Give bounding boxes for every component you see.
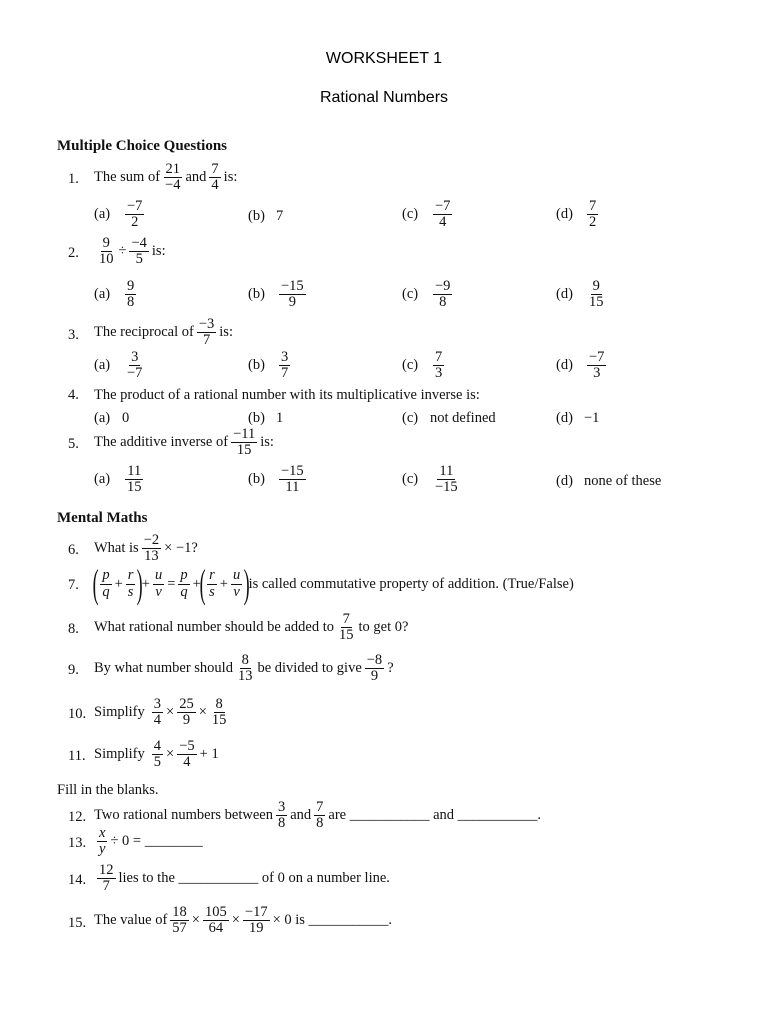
numerator: 3 [281, 349, 289, 365]
numerator: 8 [215, 696, 223, 712]
question-4-number: 4. [68, 387, 79, 403]
question-2-option-d[interactable] [556, 279, 609, 310]
question-3-text [94, 317, 233, 348]
numerator: −7 [589, 349, 605, 365]
question-1-post: is: [223, 169, 238, 186]
question-2-number: 2. [68, 245, 79, 261]
option-fraction [433, 199, 452, 230]
right-paren: ) [243, 561, 250, 606]
question-1-option-b[interactable] [248, 208, 283, 225]
question-4-text: The product of a rational number with its multiplicative inverse is: [94, 387, 480, 403]
denominator: q [180, 583, 188, 600]
equals-sign: = [167, 575, 176, 592]
question-3-option-d[interactable] [556, 350, 609, 381]
numerator: 8 [241, 652, 249, 668]
denominator: 4 [183, 754, 191, 771]
option-label: (c) [402, 357, 419, 374]
question-14-post[interactable]: lies to the ___________ of 0 on a number line. [118, 870, 390, 887]
option-label: (d) [556, 286, 573, 303]
denominator: −4 [165, 177, 181, 194]
fraction-p-q [178, 568, 189, 599]
question-7-post: is called commutative property of addition. (True/False) [248, 575, 574, 592]
denominator: 7 [102, 878, 110, 895]
question-13-number: 13. [68, 835, 87, 851]
denominator: 4 [439, 214, 447, 231]
worksheet-subtitle: Rational Numbers [319, 89, 449, 106]
denominator: 9 [182, 712, 191, 729]
denominator: 8 [439, 294, 447, 311]
numerator: 7 [211, 161, 219, 177]
question-15-fraction-a [170, 905, 189, 936]
plus-sign: + [192, 575, 201, 592]
option-fraction [279, 279, 306, 310]
numerator: 9 [127, 278, 135, 294]
denominator: 15 [211, 712, 227, 729]
left-paren: ( [92, 561, 99, 606]
option-label: (c) [402, 206, 419, 223]
numerator: 21 [165, 161, 181, 177]
numerator: −15 [281, 463, 304, 479]
question-4-option-a[interactable] [94, 410, 129, 427]
question-3-option-c[interactable] [402, 350, 447, 381]
question-5-option-b[interactable] [248, 464, 309, 495]
option-fraction [125, 350, 144, 381]
option-fraction [279, 350, 290, 381]
option-fraction [279, 464, 306, 495]
question-10-fraction-c [210, 697, 229, 728]
question-9-text [94, 653, 394, 684]
fraction-u-v [231, 568, 242, 599]
numerator: −9 [435, 278, 451, 294]
option-label: (a) [94, 286, 111, 303]
numerator: r [209, 567, 215, 584]
option-fraction [433, 279, 452, 310]
question-7-number: 7. [68, 577, 79, 593]
option-label: (b) [248, 286, 265, 303]
question-13-post[interactable]: ÷ 0 = ________ [110, 833, 203, 850]
question-3-pre: The reciprocal of [94, 324, 194, 341]
option-label: (a) [94, 410, 111, 426]
option-label: (a) [94, 357, 111, 374]
denominator: 10 [99, 251, 114, 268]
question-11-fraction-b [177, 739, 196, 770]
denominator: 9 [288, 294, 296, 311]
denominator: 19 [249, 920, 264, 937]
question-12-pre: Two rational numbers between [94, 807, 273, 824]
option-label: (c) [402, 471, 419, 488]
numerator: −5 [179, 738, 195, 754]
question-11-fraction-a [152, 739, 163, 770]
denominator: 7 [202, 332, 211, 349]
question-5-text [94, 427, 274, 458]
denominator: 9 [370, 668, 379, 685]
section-mcq-heading: Multiple Choice Questions [57, 138, 228, 154]
option-label: (b) [248, 410, 265, 426]
numerator: −7 [435, 198, 451, 214]
question-1-fraction-a [163, 162, 182, 193]
denominator: 2 [589, 214, 597, 231]
question-5-number: 5. [68, 436, 79, 452]
option-label: (a) [94, 471, 111, 488]
denominator: 57 [172, 920, 187, 937]
numerator: −17 [244, 904, 268, 920]
question-6-fraction [142, 533, 161, 564]
denominator: 64 [208, 920, 224, 937]
denominator: 5 [135, 251, 143, 268]
numerator: 105 [204, 904, 227, 920]
question-13-text [94, 826, 203, 857]
numerator: 7 [589, 198, 597, 214]
option-fraction [433, 350, 444, 381]
plus-sign: + [141, 575, 150, 592]
question-5-option-d[interactable] [556, 473, 661, 490]
question-2-post: is: [151, 243, 166, 260]
question-14-fraction [97, 863, 116, 894]
times-sign: × [191, 912, 200, 929]
denominator: 13 [237, 668, 253, 685]
times-sign: × [166, 746, 175, 763]
numerator: 3 [277, 799, 286, 815]
option-value: 0 [122, 410, 130, 426]
question-2-fraction-b [129, 236, 148, 267]
right-paren: ) [137, 561, 144, 606]
numerator: 7 [342, 611, 350, 627]
question-10-number: 10. [68, 706, 87, 722]
numerator: 11 [127, 463, 142, 479]
numerator: 12 [99, 862, 114, 878]
question-1-pre: The sum of [94, 169, 161, 186]
option-fraction [433, 464, 460, 495]
question-14-number: 14. [68, 872, 87, 888]
question-3-option-b[interactable] [248, 350, 293, 381]
denominator: q [102, 583, 110, 600]
question-12-fraction-a [276, 800, 287, 831]
numerator: p [180, 567, 188, 584]
denominator: −15 [435, 479, 458, 496]
question-12-mid: and [290, 807, 312, 824]
option-label: (a) [94, 206, 111, 223]
option-label: (d) [556, 357, 573, 374]
question-5-option-a[interactable] [94, 464, 147, 495]
denominator: s [127, 583, 134, 600]
question-3-option-a[interactable] [94, 350, 147, 381]
question-6-text [94, 533, 198, 564]
denominator: 3 [593, 365, 601, 382]
question-5-option-c[interactable] [402, 464, 463, 495]
question-15-pre: The value of [94, 912, 168, 929]
question-1-fraction-b [209, 162, 220, 193]
numerator: −3 [198, 316, 215, 332]
times-sign: × [166, 704, 175, 721]
numerator: 18 [172, 904, 187, 920]
question-5-fraction [231, 427, 257, 458]
fraction-u-v [153, 568, 164, 599]
question-10-fraction-b [177, 697, 196, 728]
numerator: u [154, 567, 163, 584]
question-15-post[interactable]: × 0 is ___________. [272, 912, 392, 929]
numerator: 7 [435, 349, 443, 365]
numerator: −4 [131, 235, 147, 251]
question-8-pre: What rational number should be added to [94, 619, 334, 636]
option-fraction [587, 279, 606, 310]
option-value: 7 [276, 208, 284, 224]
question-10-text [94, 697, 231, 728]
question-5-pre: The additive inverse of [94, 434, 229, 451]
option-fraction [587, 199, 598, 230]
question-2-fraction-a [97, 236, 116, 267]
numerator: 11 [439, 463, 454, 479]
question-9-pre: By what number should [94, 660, 233, 677]
numerator: 9 [102, 235, 110, 251]
question-2-text [94, 236, 166, 267]
question-12-fraction-b [314, 800, 325, 831]
numerator: 9 [592, 278, 600, 294]
question-14-text [94, 863, 390, 894]
numerator: 7 [316, 799, 324, 815]
denominator: −7 [127, 365, 143, 382]
question-8-fraction [337, 612, 356, 643]
question-8-post: to get 0? [358, 619, 409, 636]
times-sign: × [231, 912, 240, 929]
question-6-post: × −1? [164, 540, 198, 557]
option-label: (b) [248, 471, 265, 488]
question-3-post: is: [219, 324, 233, 341]
question-8-text [94, 612, 408, 643]
question-9-number: 9. [68, 662, 79, 678]
numerator: p [102, 567, 110, 584]
denominator: 8 [316, 815, 324, 832]
question-1-mid: and [185, 169, 207, 186]
denominator: 4 [153, 712, 162, 729]
denominator: 13 [144, 548, 159, 565]
option-value: none of these [584, 473, 662, 489]
numerator: 25 [179, 696, 194, 712]
denominator: 15 [127, 479, 142, 496]
section-fill-heading: Fill in the blanks. [57, 782, 159, 798]
denominator: 7 [281, 365, 289, 382]
question-15-number: 15. [68, 915, 87, 931]
question-12-number: 12. [68, 809, 87, 825]
question-5-post: is: [260, 434, 274, 451]
left-paren: ( [199, 561, 206, 606]
numerator: −8 [366, 652, 383, 668]
question-1-option-c[interactable] [402, 199, 455, 230]
numerator: −7 [127, 198, 143, 214]
question-11-number: 11. [68, 748, 86, 764]
option-value: 1 [276, 410, 284, 426]
question-9-mid: be divided to give [257, 660, 362, 677]
question-13-fraction [97, 826, 107, 857]
question-3-fraction [197, 317, 216, 348]
question-7-expression [92, 561, 574, 606]
question-4-option-c[interactable] [402, 410, 496, 427]
numerator: −2 [143, 532, 160, 548]
question-15-text [94, 905, 392, 936]
question-6-pre: What is [94, 540, 139, 557]
question-1-number: 1. [68, 171, 79, 187]
option-label: (c) [402, 410, 419, 426]
question-2-option-c[interactable] [402, 279, 455, 310]
denominator: y [99, 841, 106, 858]
question-11-text [94, 739, 219, 770]
question-4-option-b[interactable] [248, 410, 283, 427]
fraction-r-s [126, 568, 136, 599]
numerator: 3 [131, 349, 139, 365]
option-value: −1 [584, 410, 600, 426]
section-mental-heading: Mental Maths [57, 510, 148, 526]
option-fraction [587, 350, 606, 381]
denominator: s [209, 583, 215, 600]
denominator: 4 [211, 177, 219, 194]
denominator: 5 [153, 754, 162, 771]
question-9-post: ? [387, 660, 394, 677]
numerator: 3 [153, 696, 162, 712]
denominator: 2 [131, 214, 139, 231]
question-9-fraction-b [365, 653, 384, 684]
denominator: 15 [589, 294, 604, 311]
numerator: 4 [153, 738, 162, 754]
numerator: −15 [281, 278, 304, 294]
question-8-number: 8. [68, 621, 79, 637]
option-value: not defined [430, 410, 496, 426]
option-label: (d) [556, 473, 573, 489]
question-2-option-b[interactable] [248, 279, 309, 310]
denominator: 3 [435, 365, 443, 382]
question-10-pre: Simplify [94, 704, 145, 721]
denominator: v [233, 583, 240, 600]
question-4-option-d[interactable] [556, 410, 599, 427]
question-2-option-a[interactable] [94, 279, 139, 310]
question-3-number: 3. [68, 327, 79, 343]
denominator: 15 [339, 627, 354, 644]
question-11-pre: Simplify [94, 746, 145, 763]
option-label: (d) [556, 206, 573, 223]
option-label: (b) [248, 357, 265, 374]
option-fraction [125, 279, 136, 310]
denominator: v [155, 583, 162, 600]
denominator: 11 [285, 479, 300, 496]
numerator: x [99, 825, 106, 841]
option-label: (b) [248, 208, 265, 224]
denominator: 15 [236, 442, 252, 459]
option-label: (c) [402, 286, 419, 303]
fraction-r-s [207, 568, 217, 599]
denominator: 8 [277, 815, 286, 832]
numerator: −11 [233, 426, 256, 442]
times-sign: × [198, 704, 207, 721]
question-15-fraction-b [203, 905, 229, 936]
fraction-p-q [100, 568, 111, 599]
question-6-number: 6. [68, 542, 79, 558]
question-15-fraction-c [243, 905, 270, 936]
question-1-option-d[interactable] [556, 199, 601, 230]
plus-sign: + [219, 575, 228, 592]
question-11-post: + 1 [199, 746, 219, 763]
plus-sign: + [114, 575, 123, 592]
question-12-post[interactable]: are ___________ and ___________. [328, 807, 542, 824]
numerator: u [232, 567, 241, 584]
denominator: 8 [127, 294, 135, 311]
numerator: r [127, 567, 134, 584]
option-fraction [125, 199, 144, 230]
option-label: (d) [556, 410, 573, 426]
question-1-option-a[interactable] [94, 199, 147, 230]
question-9-fraction-a [236, 653, 255, 684]
worksheet-title: WORKSHEET 1 [325, 50, 443, 67]
question-1-text [94, 162, 237, 193]
option-fraction [125, 464, 144, 495]
division-sign: ÷ [118, 243, 127, 260]
question-10-fraction-a [152, 697, 163, 728]
